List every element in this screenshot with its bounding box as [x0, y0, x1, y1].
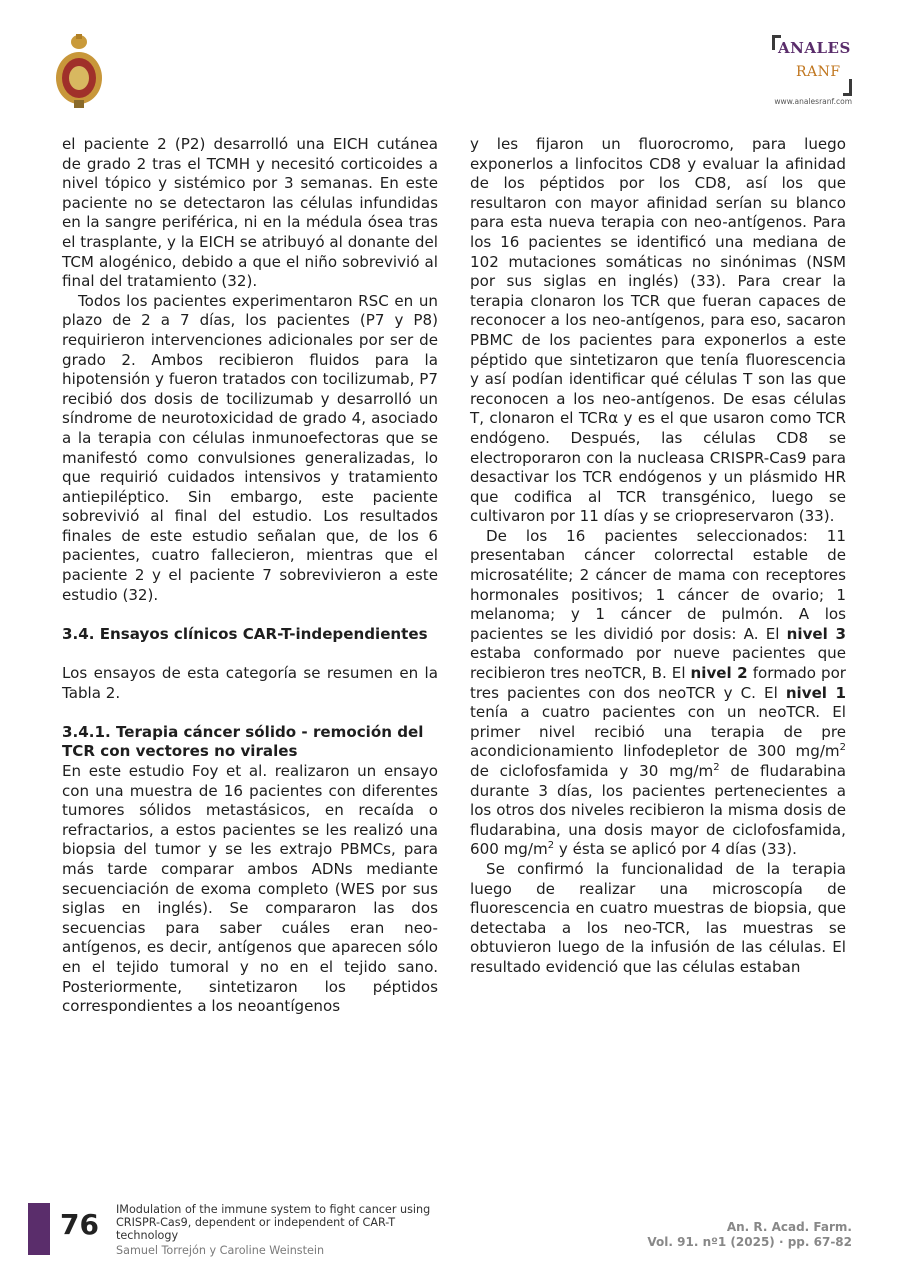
paragraph: y les fijaron un fluorocromo, para luego exponerlos a linfocitos CD8 y evaluar la afinidad de los péptidos por los CD8, así los que resultaron con mayor afinidad serían su blanco para esta nueva terapia con neo-antígenos. Para los 16 pacientes se identificó una mediana de 102 mutaciones somáticas no sinónimas (NSM por sus siglas en inglés) (33). Para crear la terapia clonaron los TCR que fueran capaces de reconocer a los neo-antígenos, para eso, sacaron PBMC de los pacientes para exponerlos a este péptido que sintetizaron que tenía fluorescencia y así podían identificar qué células T son las que reconocen a los neo-antígenos. De esas células T, clonaron el TCRα y es el que usaron como TCR endógeno. Después, las células CD8 se electroporaron con la nucleasa CRISPR-Cas9 para desactivar los TCR endógenos y un plásmido HR que codifica al TCR transgénico, luego se cultivaron por 11 días y se criopreservaron (33). [470, 135, 846, 526]
section-heading: 3.4. Ensayos clínicos CAR-T-independientes [62, 624, 428, 643]
emphasis-level-3: nivel 3 [786, 624, 846, 643]
paragraph: Los ensayos de esta categoría se resumen en la Tabla 2. [62, 664, 438, 702]
footer-accent-bar [28, 1203, 50, 1255]
footer-journal-info [647, 1220, 852, 1250]
emphasis-level-1: nivel 1 [785, 683, 846, 702]
paragraph: De los 16 pacientes seleccionados: 11 presentaban cáncer colorrectal estable de microsatélite; 2 cáncer de mama con receptores hormonales positivos; 1 cáncer de ovario; 1 melanoma; y 1 cáncer de pulmón. A los pacientes se les dividió por dosis: A. El nivel 3 estaba conformado por nueve pacientes que recibieron tres neoTCR, B. El nivel 2 formado por tres pacientes con dos neoTCR y C. El nivel 1 tenía a cuatro pacientes con un neoTCR. El primer nivel recibió una terapia de pre acondicionamiento linfodepletor de 300 $mg/m^2$ de ciclofosfamida y 30 $mg/m^2$ de fludarabina durante 3 días, los pacientes pertenecientes a los otros dos niveles recibieron la misma dosis de fludarabina, una dosis mayor de ciclofosfamida, 600 $mg/m^2$ y ésta se aplicó por 4 días (33). [470, 526, 847, 859]
left-column [62, 135, 438, 1017]
footer-authors: Samuel Torrejón y Caroline Weinstein [116, 1244, 325, 1257]
logo-title: ANALES [778, 39, 851, 57]
footer-article-title: IModulation of the immune system to fight cancer using CRISPR-Cas9, dependent or independent of CAR-T technology [116, 1203, 431, 1243]
journal-logo [772, 35, 852, 109]
paragraph: Se confirmó la funcionalidad de la terapia luego de realizar una microscopía de fluorescencia en cuatro muestras de biopsia, que detectaba a los neo-TCR, las muestras se obtuvieron luego de la infusión de las células. El resultado evidenció que las células estaban [470, 859, 846, 976]
paragraph: En este estudio Foy et al. realizaron un ensayo con una muestra de 16 pacientes con diferentes tumores sólidos metastásicos, en recaída o refractarios, a estos pacientes se les realizó una biopsia del tumor y se les extrajo PBMCs, para más tarde comparar ambos ADNs mediante secuenciación de exoma completo (WES por sus siglas en inglés). Se compararon las dos secuencias para saber cuáles eran neo-antígenos, es decir, antígenos que aparecen sólo en el tejido tumoral y no en el tejido sano. Posteriormente, sintetizaron los péptidos correspondientes a los neoantígenos [62, 762, 438, 1016]
page-number: 76 [60, 1208, 99, 1241]
journal-volume: Vol. 91. nº1 (2025) · pp. 67-82 [647, 1235, 852, 1249]
paragraph: el paciente 2 (P2) desarrolló una EICH cutánea de grado 2 tras el TCMH y necesitó corticoides a nivel tópico y sistémico por 3 semanas. En este paciente no se detectaron las células infundidas en la sangre periférica, ni en la médula ósea tras el trasplante, y la EICH se atribuyó al donante del TCM alogénico, debido a que el niño sobrevivió al final del tratamiento (32). [62, 135, 438, 291]
logo-subtitle: RANF [796, 64, 841, 80]
journal-website[interactable]: www.analesranf.com [774, 97, 852, 106]
right-column [470, 135, 846, 978]
subsection-heading: 3.4.1. Terapia cáncer sólido - remoción del TCR con vectores no virales [62, 722, 424, 761]
journal-name: An. R. Acad. Farm. [726, 1220, 852, 1234]
emphasis-level-2: nivel 2 [690, 664, 748, 683]
paragraph: Todos los pacientes experimentaron RSC en un plazo de 2 a 7 días, los pacientes (P7 y P8) requirieron intervenciones adicionales por ser de grado 2. Ambos recibieron fluidos para la hipotensión y fueron tratados con tocilizumab, P7 recibió dos dosis de tocilizumab y desarrolló un síndrome de neurotoxicidad de grado 4, asociado a la terapia con células inmunoefectoras que se manifestó como convulsiones generalizadas, lo que requirió cuidados intensivos y tratamiento antiepiléptico. Sin embargo, este paciente sobrevivió al final del estudio. Los resultados finales de este estudio señalan que, de los 6 pacientes, cuatro fallecieron, mientras que el paciente 2 y el paciente 7 sobrevivieron a este estudio (32). [62, 291, 438, 604]
academy-emblem-icon [52, 32, 106, 110]
